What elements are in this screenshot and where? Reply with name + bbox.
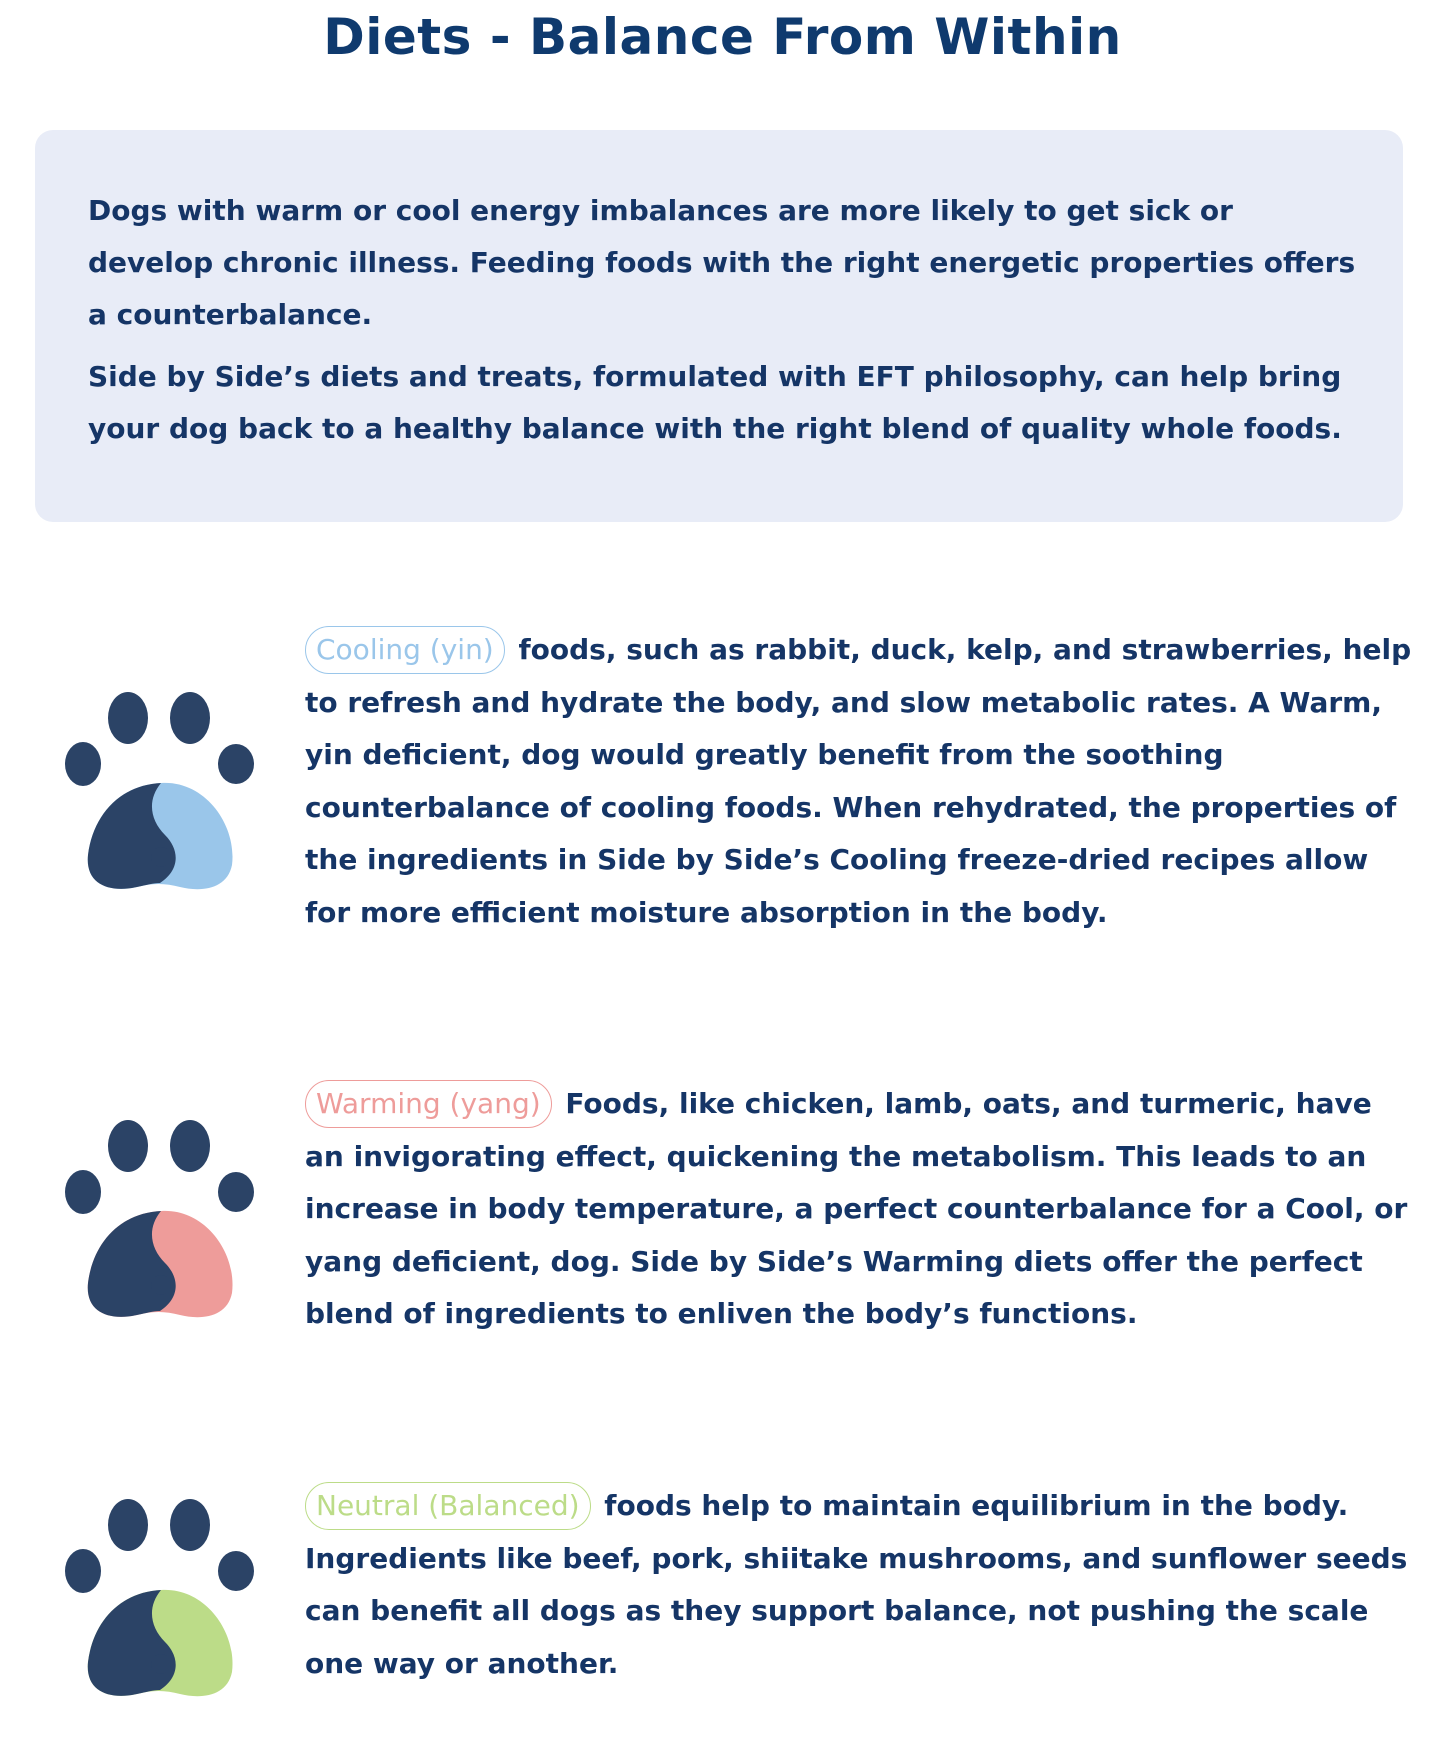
intro-paragraph: Dogs with warm or cool energy imbalances are more likely to get sick or develop chronic illness. Feeding foods with the right energetic properties offers a counterbalance. <box>88 194 1356 331</box>
diet-text-body: foods, such as rabbit, duck, kelp, and strawberries, help to refresh and hydrate the body, and slow metabolic rates. A Warm, yin deficient, dog would greatly benefit from the soothing counterbalance of cooling foods. When rehydrated, the properties of the ingredients in Side by Side’s Cooling freeze-dried recipes allow for more efficient moisture absorption in the body. <box>305 633 1412 929</box>
diet-description <box>305 1480 1415 1690</box>
paw-yin-yang-neutral-icon <box>55 1487 265 1707</box>
diet-description <box>305 1078 1415 1341</box>
page-title: Diets - Balance From Within <box>323 8 1122 66</box>
diet-tag-neutral: Neutral (Balanced) <box>305 1482 591 1530</box>
intro-paragraph: Side by Side’s diets and treats, formulated with EFT philosophy, can help bring your dog back to a healthy balance with the right blend of quality whole foods. <box>88 360 1342 445</box>
diet-text-body: Foods, like chicken, lamb, oats, and turmeric, have an invigorating effect, quickening the metabolism. This leads to an increase in body temperature, a perfect counterbalance for a Cool, or yang deficient, dog. Side by Side’s Warming diets offer the perfect blend of ingredients to enliven the body’s functions. <box>305 1087 1408 1330</box>
diet-text-body: foods help to maintain equilibrium in the body. Ingredients like beef, pork, shiitake mushrooms, and sunflower seeds can benefit all dogs as they support balance, not pushing the scale one way or another. <box>305 1489 1408 1680</box>
diet-tag-cooling: Cooling (yin) <box>305 626 505 674</box>
paw-yin-yang-warming-icon <box>55 1108 265 1328</box>
diet-description <box>305 624 1415 939</box>
diet-tag-warming: Warming (yang) <box>305 1080 552 1128</box>
intro-box <box>35 130 1403 522</box>
paw-yin-yang-cooling-icon <box>55 680 265 900</box>
